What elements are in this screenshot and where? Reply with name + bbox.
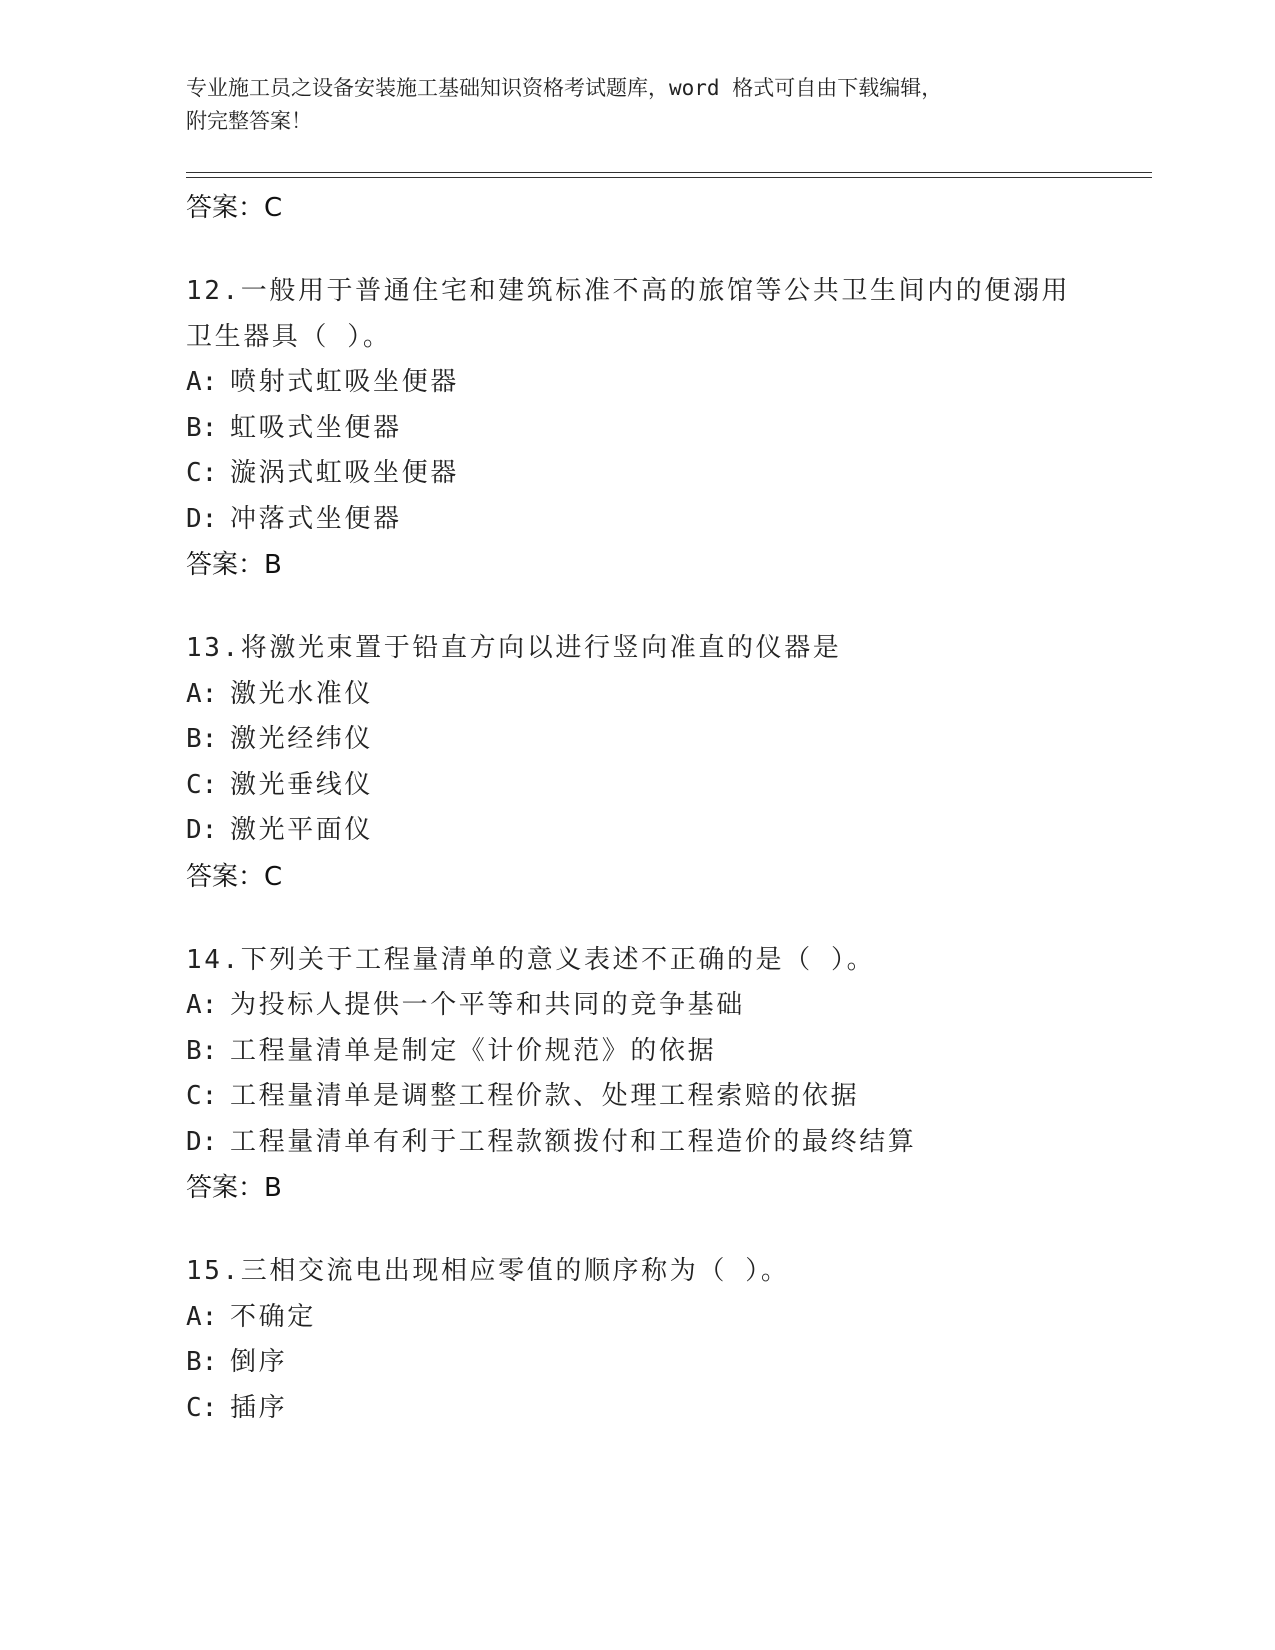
question-text — [186, 938, 1086, 984]
option-a — [186, 983, 1146, 1029]
question-15 — [186, 1249, 1146, 1431]
option-b — [186, 1029, 1146, 1075]
option-b — [186, 717, 1146, 763]
question-text — [186, 269, 1086, 360]
question-text-line: 卫生器具（ ）。 — [186, 321, 392, 352]
answer-line: 答案：C — [186, 193, 283, 223]
option-d — [186, 808, 1146, 854]
option-c — [186, 451, 1146, 497]
question-14 — [186, 938, 1146, 1212]
option-text: 工程量清单是制定《计价规范》的依据 — [230, 1035, 717, 1066]
option-text: 冲落式坐便器 — [230, 503, 402, 534]
option-d — [186, 497, 1146, 543]
header-line-2: 附完整答案！ — [186, 109, 312, 133]
option-text: 插序 — [230, 1392, 288, 1423]
question-list — [186, 185, 1146, 1431]
option-text: 不确定 — [230, 1301, 316, 1332]
question-text-line: 13.将激光束置于铅直方向以进行竖向准直的仪器是 — [186, 633, 842, 663]
question-13 — [186, 626, 1146, 900]
option-d — [186, 1120, 1146, 1166]
option-letter: C: — [186, 1081, 218, 1111]
option-letter: A: — [186, 1301, 218, 1332]
option-text: 喷射式虹吸坐便器 — [230, 367, 459, 397]
option-c — [186, 1386, 1146, 1432]
option-text: 激光垂线仪 — [230, 769, 374, 800]
option-letter: C: — [186, 769, 218, 800]
document-header — [186, 72, 1086, 138]
option-letter: B: — [186, 724, 218, 754]
option-letter: C: — [186, 458, 218, 488]
option-letter: D: — [186, 815, 218, 845]
option-b — [186, 1340, 1146, 1386]
answer-line: 答案：B — [186, 1173, 282, 1203]
answer-line: 答案：B — [186, 550, 282, 580]
option-text: 激光经纬仪 — [230, 724, 374, 754]
option-letter: B: — [186, 1035, 218, 1066]
option-c — [186, 763, 1146, 809]
option-letter: A: — [186, 678, 218, 709]
option-text: 倒序 — [230, 1347, 288, 1377]
option-text: 工程量清单是调整工程价款、处理工程索赔的依据 — [230, 1081, 860, 1111]
option-b — [186, 406, 1146, 452]
question-text-line: 15.三相交流电出现相应零值的顺序称为（ ）。 — [186, 1256, 790, 1286]
option-text: 虹吸式坐便器 — [230, 412, 402, 443]
option-text: 激光水准仪 — [230, 678, 374, 709]
option-letter: D: — [186, 1126, 218, 1157]
option-letter: A: — [186, 367, 218, 397]
option-c — [186, 1074, 1146, 1120]
question-text — [186, 626, 1086, 672]
option-text: 激光平面仪 — [230, 815, 374, 845]
option-a — [186, 360, 1146, 406]
option-a — [186, 1295, 1146, 1341]
question-text-line: 14.下列关于工程量清单的意义表述不正确的是（ ）。 — [186, 944, 876, 975]
option-letter: B: — [186, 412, 218, 443]
option-text: 漩涡式虹吸坐便器 — [230, 458, 459, 488]
option-letter: C: — [186, 1392, 218, 1423]
header-rule-bottom — [186, 177, 1152, 178]
option-letter: B: — [186, 1347, 218, 1377]
option-text: 工程量清单有利于工程款额拨付和工程造价的最终结算 — [230, 1126, 917, 1157]
option-text: 为投标人提供一个平等和共同的竞争基础 — [230, 990, 745, 1020]
answer-line: 答案：C — [186, 861, 283, 892]
question-text — [186, 1249, 1086, 1295]
option-letter: D: — [186, 503, 218, 534]
option-letter: A: — [186, 990, 218, 1020]
header-rule-top — [186, 172, 1152, 173]
header-line-1: 专业施工员之设备安装施工基础知识资格考试题库，word 格式可自由下载编辑， — [186, 76, 943, 100]
question-12 — [186, 269, 1146, 588]
question-text-line: 12.一般用于普通住宅和建筑标准不高的旅馆等公共卫生间内的便溺用 — [186, 276, 1071, 306]
option-a — [186, 672, 1146, 718]
